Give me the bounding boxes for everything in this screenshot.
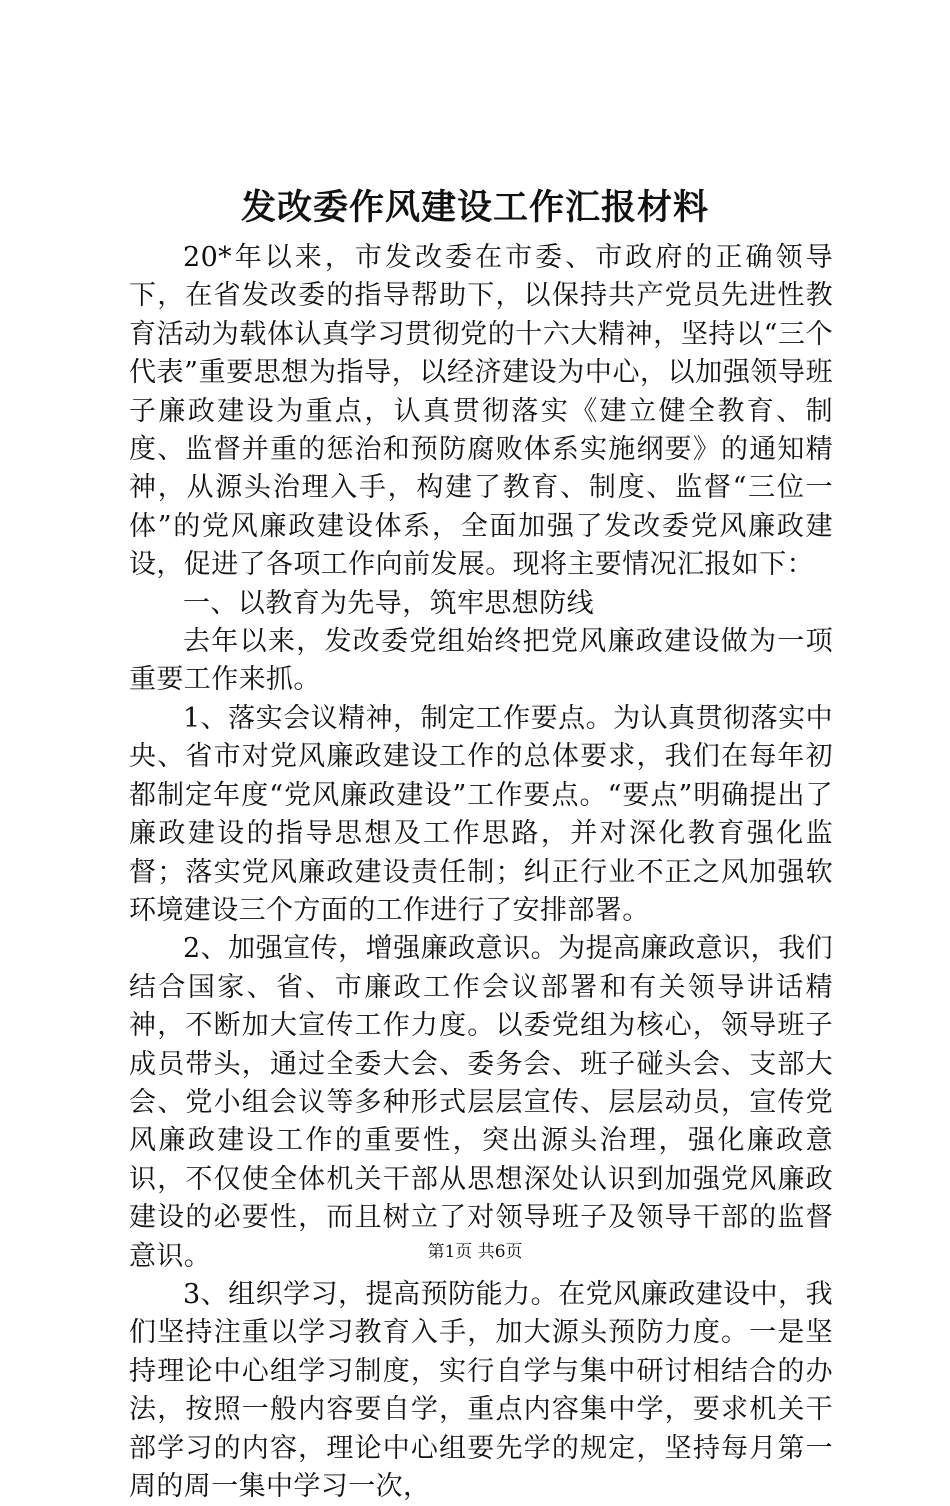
paragraph-intro: 20*年以来，市发改委在市委、市政府的正确领导下，在省发改委的指导帮助下，以保持共产党员先进性教育活动为载体认真学习贯彻党的十六大精神，坚持以“三个代表”重要思想为指导，以经济建设为中心，以加强领导班子廉政建设为重点，认真贯彻落实《建立健全教育、制度、监督并重的惩治和预防腐败体系实施纲要》的通知精神，从源头治理入手，构建了教育、制度、监督“三位一体”的党风廉政建设体系，全面加强了发改委党风廉政建设，促进了各项工作向前发展。现将主要情况汇报如下： xyxy=(129,242,833,581)
page-footer: 第1页 共6页 xyxy=(427,1242,523,1262)
document-body xyxy=(129,239,833,1506)
paragraph-item-2: 2、加强宣传，增强廉政意识。为提高廉政意识，我们结合国家、省、市廉政工作会议部署和有关领导讲话精神，不断加大宣传工作力度。以委党组为核心，领导班子成员带头，通过全委大会、委务会、班子碰头会、支部大会、党小组会议等多种形式层层宣传、层层动员，宣传党风廉政建设工作的重要性，突出源头治理，强化廉政意识，不仅使全体机关干部从思想深处认识到加强党风廉政建设的必要性，而且树立了对领导班子及领导干部的监督意识。 xyxy=(129,933,833,1272)
paragraph-item-3: 3、组织学习，提高预防能力。在党风廉政建设中，我们坚持注重以学习教育入手，加大源头预防力度。一是坚持理论中心组学习制度，实行自学与集中研讨相结合的办法，按照一般内容要自学，重点内容集中学，要求机关干部学习的内容，理论中心组要先学的规定，坚持每月第一周的周一集中学习一次， xyxy=(129,1278,833,1502)
paragraph-section-1-intro: 去年以来，发改委党组始终把党风廉政建设做为一项重要工作来抓。 xyxy=(129,626,833,696)
section-heading-1: 一、以教育为先导，筑牢思想防线 xyxy=(183,587,594,619)
paragraph-item-1: 1、落实会议精神，制定工作要点。为认真贯彻落实中央、省市对党风廉政建设工作的总体要求，我们在每年初都制定年度“党风廉政建设”工作要点。“要点”明确提出了廉政建设的指导思想及工作思路，并对深化教育强化监督；落实党风廉政建设责任制；纠正行业不正之风加强软环境建设三个方面的工作进行了安排部署。 xyxy=(129,702,833,926)
document-title: 发改委作风建设工作汇报材料 xyxy=(240,187,709,228)
